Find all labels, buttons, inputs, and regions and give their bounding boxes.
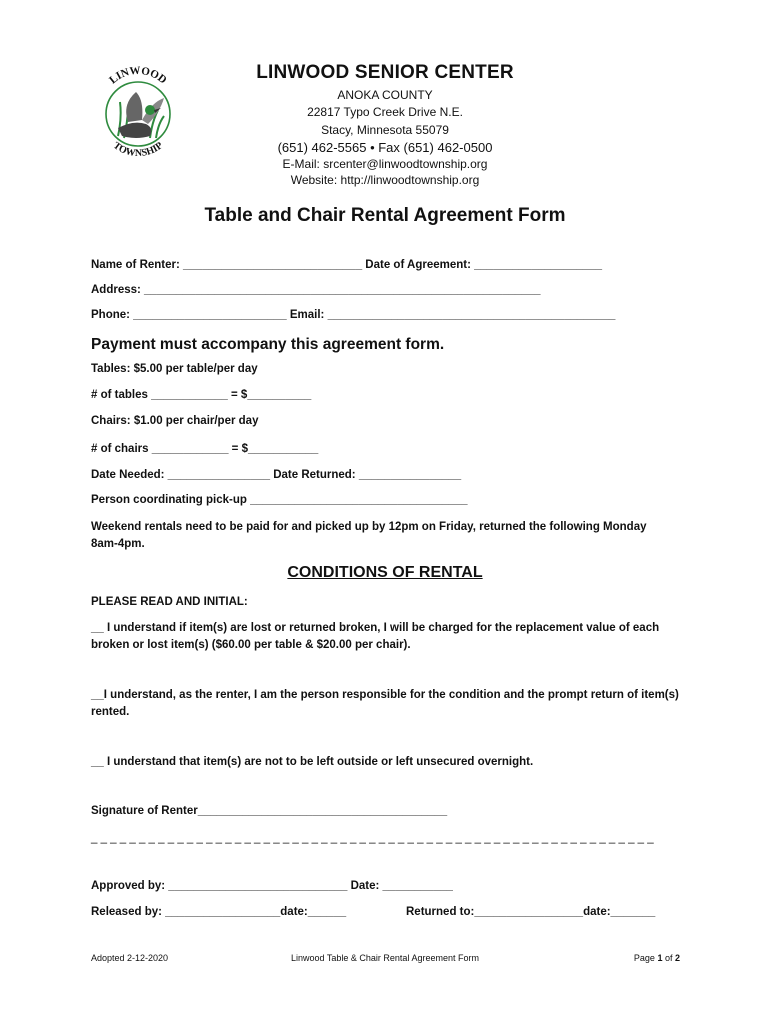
payment-heading: Payment must accompany this agreement form. [91, 336, 445, 353]
tables-rate: Tables: $5.00 per table/per day [91, 363, 258, 375]
condition-item-2[interactable]: __I understand, as the renter, I am the person responsible for the condition and the prompt return of item(s) rented. [91, 689, 679, 718]
signature-field[interactable]: Signature of Renter_______________________________________ [91, 805, 448, 817]
condition-item-3[interactable]: __ I understand that item(s) are not to be left outside or left unsecured overnight. [91, 756, 534, 768]
county: ANOKA COUNTY [337, 88, 433, 102]
pickup-field[interactable]: Person coordinating pick-up __________________________________ [91, 494, 468, 506]
dates-field[interactable]: Date Needed: ________________ Date Returned: ________________ [91, 469, 462, 481]
website: Website: http://linwoodtownship.org [290, 173, 480, 187]
footer-page-number: Page 1 of 2 [633, 953, 680, 963]
footer-document-name: Linwood Table & Chair Rental Agreement Form [291, 953, 479, 963]
condition-item-1[interactable]: __ I understand if item(s) are lost or returned broken, I will be charged for the replacement value of each broken or lost item(s) ($60.00 per table & $20.00 per chair). [91, 622, 660, 651]
weekend-note: Weekend rentals need to be paid for and picked up by 12pm on Friday, returned the following Monday 8am-4pm. [91, 521, 647, 550]
address-field[interactable]: Address: ______________________________________________________________ [91, 284, 541, 296]
read-initial-instruction: PLEASE READ AND INITIAL: [91, 596, 248, 608]
phone-email-field[interactable]: Phone: ________________________ Email: _____________________________________________ [91, 309, 616, 321]
logo-top-text: LINWOOD [107, 64, 169, 87]
released-by-field[interactable]: Released by: __________________date:______ [91, 906, 347, 918]
returned-to-field[interactable]: Returned to:_________________date:_______ [406, 906, 656, 918]
approved-by-field[interactable]: Approved by: ____________________________ Date: ___________ [91, 880, 453, 892]
tables-count-field[interactable]: # of tables ____________ = $__________ [91, 389, 312, 401]
name-date-field[interactable]: Name of Renter: ____________________________ Date of Agreement: ____________________ [91, 259, 603, 271]
org-name: LINWOOD SENIOR CENTER [256, 62, 514, 83]
email-address: E-Mail: srcenter@linwoodtownship.org [282, 157, 488, 171]
logo-bottom-text: TOWNSHIP [110, 140, 166, 160]
footer-adopted-date: Adopted 2-12-2020 [91, 953, 169, 963]
conditions-title: CONDITIONS OF RENTAL [287, 564, 483, 581]
phone-fax: (651) 462-5565 • Fax (651) 462-0500 [277, 140, 493, 155]
separator-line: _ _ _ _ _ _ _ _ _ _ _ _ _ _ _ _ _ _ _ _ _ _ _ _ _ _ _ _ _ _ _ _ _ _ _ _ _ _ _ _ _ _ _ _ _ _ _ _ _ _ _ _ _ _ _ _ _ _ _ [91, 832, 654, 844]
chairs-rate: Chairs: $1.00 per chair/per day [91, 415, 259, 427]
city-state-zip: Stacy, Minnesota 55079 [321, 123, 449, 137]
chairs-count-field[interactable]: # of chairs ____________ = $___________ [91, 443, 319, 455]
street-address: 22817 Typo Creek Drive N.E. [307, 105, 463, 119]
form-title: Table and Chair Rental Agreement Form [204, 205, 566, 226]
